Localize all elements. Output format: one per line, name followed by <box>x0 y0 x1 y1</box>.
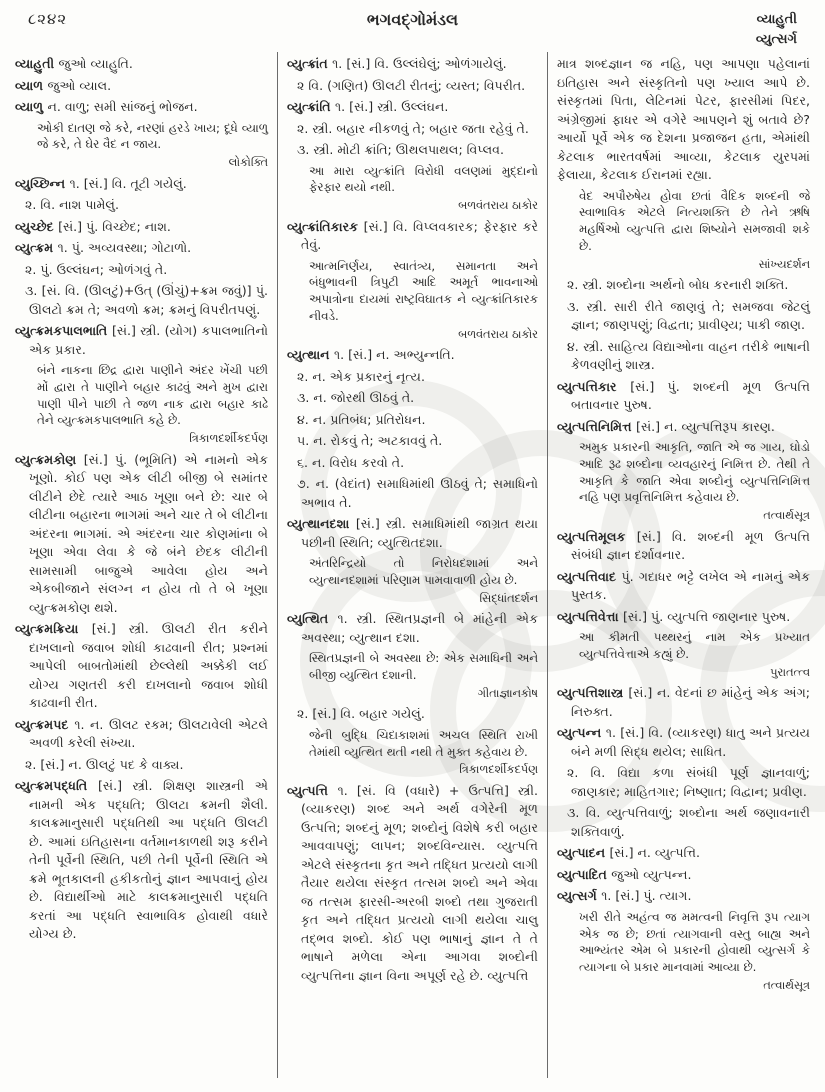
sense-line: ૫. ન. રોકવું તે; અટકાવવું તે. <box>297 433 443 449</box>
guide-words <box>677 10 797 49</box>
sense-line: ૨. સ્ત્રી. શબ્દોના અર્થનો બોધ કરનારી શક્તિ. <box>567 277 789 293</box>
sense-line: ૩. સ્ત્રી. સારી રીતે જાણવું તે; સમજવા જેટલું જ્ઞાન; જાણપણું; વિદ્વતા; પ્રાવીણ્ય; પાકી જાણ. <box>567 298 810 333</box>
sense-line: ૨. વિ. નાશ પામેલું. <box>25 197 119 213</box>
column-3 <box>548 52 819 1078</box>
dictionary-entry: વ્યુત્સર્ગ ૧. [સં.] પું. ત્યાગ. <box>557 888 692 904</box>
dictionary-entry: વ્યુત્ક્રાંતિકારક [સં.] વિ. વિપ્લવકારક; ફેરફાર કરે તેવું. <box>287 218 538 253</box>
quotation: વેદ અપૌરુષેય હોવા છતાં વૈદિક શબ્દની જે સ્વાભાવિક એટલે નિત્યશક્તિ છે તેને ઋષિ મહર્ષિઓ વ્યુત્પત્તિ દ્વારા શિષ્યોને સમજાવી શકે છે. <box>579 188 810 253</box>
sense-line: ૪. ન. પ્રતિબંધ; પ્રતિરોધન. <box>297 411 426 427</box>
page-title: ભગવદ્ગોમંડલ <box>366 10 459 29</box>
citation: ત્રિકાળદર્શીકદર્પણ <box>459 763 538 777</box>
quotation: બંને નાકના છિદ્ર દ્વારા પાણીને અંદર ખેંચી પછી મોં દ્વારા તે પાણીને બહાર કાઢવું અને મુખ દ્વારા પાણી પીને પાછી તે જળ નાક દ્વારા બહાર કાઢે તેને વ્યુત્ક્રમકપાલભાતિ કહે છે. <box>37 363 268 428</box>
headword: વ્યાળ <box>15 77 48 93</box>
sense-line: ૨. વિ. વિદ્યા કળા સંબંધી પૂર્ણ જ્ઞાનવાળું; જાણકાર; માહિતગાર; નિષ્ણાત; વિદ્વાન; પ્રવીણ. <box>567 765 810 799</box>
dictionary-entry: વ્યુત્પન્ન ૧. [સં.] વિ. (વ્યાકરણ) ધાતુ અને પ્રત્યય બંને મળી સિદ્ધ થયેલ; સાધિત. <box>557 725 810 759</box>
continuation-paragraph: માત્ર શબ્દજ્ઞાન જ નહિ, પણ આપણા પહેલાનાં ઇતિહાસ અને સંસ્કૃતિનો પણ ખ્યાલ આપે છે. સંસ્કૃતમાં પિતા, લેટિનમાં પેટર, ફારસીમાં પિદર, અંગ્રેજીમાં ફાધર એ વગેરે આપણને શું બતાવે છે? આર્યો પૂર્વે એક જ દેશના પ્રજાજન હતા, એમાંથી કેટલાક ભારતવર્ષમાં આવ્યા, કેટલાક યુરપમાં ફેલાયા, કેટલાક ઈરાનમાં રહ્યા. <box>557 56 810 182</box>
quotation: આત્મનિર્ણય, સ્વાતંત્ર્ય, સમાનતા અને બંધુભાવની ત્રિપુટી આદિ અમૂર્ત ભાવનાઓ અપાત્રોના દાયમાં રાષ્ટ્રવિઘાતક ને વ્યુત્ક્રાંતિકારક નીવડે. <box>309 258 538 323</box>
dictionary-entry: વ્યુત્ક્રમપદ ૧. ન. ઊલટ રકમ; ઊલટાવેલી એટલે અવળી કરેલી સંખ્યા. <box>15 716 268 751</box>
headword: વ્યુત્પત્તિશાસ્ત્ર <box>557 685 629 701</box>
dictionary-entry: વ્યુત્પત્તિ ૧. [સં. વિ (વધારે) + ઉત્પત્તિ] સ્ત્રી. (વ્યાકરણ) શબ્દ અને અર્થ વગેરેની મૂળ ઉત્પત્તિ; શબ્દનું મૂળ; શબ્દોનું વિશેષે કરી બહાર આવવાપણું; લાપન; શબ્દવિન્યાસ. વ્યુત્પત્તિ એટલે સંસ્કૃતના કૃત અને તદ્ધિત પ્રત્યયો લાગી તૈયાર થયેલા સંસ્કૃત તત્સમ શબ્દો અને એવા જ તત્સમ ફારસી-અરબી શબ્દો તથા ગુજરાતી કૃત અને તદ્ધિત પ્રત્યયો લાગી થયેલા ચાલુ તદ્ભવ શબ્દો. કોઈ પણ ભાષાનું જ્ઞાન તે તે ભાષાને મળેલા એના આગવા શબ્દોની વ્યુત્પત્તિના જ્ઞાન વિના અપૂર્ણ રહે છે. વ્યુત્પત્તિ <box>287 782 538 983</box>
headword: વ્યુત્ક્રમ <box>15 240 58 256</box>
headword: વ્યુત્ક્રાંતિ <box>287 99 335 114</box>
citation: લોકોક્તિ <box>228 156 268 169</box>
sense-line: ૨ વિ. (ગણિત) ઊલટી રીતનું; વ્યસ્ત; વિપરીત. <box>297 77 526 93</box>
page-number: ૮૨૪૨ <box>28 10 68 28</box>
headword: વ્યુત્ક્રમક્રિયા <box>15 621 92 637</box>
sense-line: ૨. [સં.] ન. ઊલટું પદ કે વાક્ય. <box>25 756 184 772</box>
column-1 <box>6 52 277 1078</box>
headword: વ્યુત્પત્તિવાદ <box>557 568 622 584</box>
dictionary-entry: વ્યુત્પત્તિશાસ્ત્ર [સં.] ન. વેદનાં છ માંહેનું એક અંગ; નિરુક્ત. <box>557 685 811 719</box>
sense-line: ૨. સ્ત્રી. બહાર નીકળવું તે; બહાર જતા રહેવું તે. <box>297 120 529 136</box>
sense-line: ૩. [સં. વિ. (ઊલટું)+ઉત્ (ઊંચું)+ક્રમ જવું)] પું. ઊલટો ક્રમ તે; અવળો ક્રમ; ક્રમનું વિપરીતપણું. <box>25 283 268 317</box>
dictionary-entry: વ્યુત્પત્તિમૂલક [સં.] વિ. શબ્દની મૂળ ઉત્પત્તિ સંબંધી જ્ઞાન દર્શાવનાર. <box>557 528 810 563</box>
sense-line: ૪. સ્ત્રી. સાહિત્ય વિદ્યાઓના વાહન તરીકે ભાષાની કેળવણીનું શાસ્ત્ર. <box>567 338 810 373</box>
headword: વ્યુત્ક્રમકોણ <box>15 451 84 467</box>
sense-line: ૭. ન. (વેદાંત) સમાધિમાંથી ઊઠવું તે; સમાધિનો અભાવ તે. <box>297 476 538 510</box>
headword: વ્યુત્ક્રાંતિકારક <box>287 218 364 234</box>
dictionary-entry: વ્યાહુતી જુઓ વ્યાહુતિ. <box>15 56 133 71</box>
citation: સિદ્ધાંતદર્શન <box>479 591 538 605</box>
headword: વ્યુત્પત્તિ <box>287 782 338 798</box>
headword: વ્યુચ્છેદ <box>15 218 59 234</box>
quotation: આ કીમતી પથ્થરનું નામ એક પ્રખ્યાત વ્યુત્પત્તિવેત્તાએ કહ્યું છે. <box>579 630 810 661</box>
dictionary-entry: વ્યુત્ક્રમકપાલભાતિ [સં.] સ્ત્રી. (યોગ) કપાલભાતિનો એક પ્રકાર. <box>15 323 269 357</box>
headword: વ્યુત્ક્રમપદ <box>15 716 75 732</box>
sense-line: ૩. ન. જોરથી ઊઠવું તે. <box>297 390 415 406</box>
dictionary-entry: વ્યુત્ક્રમ ૧. પું. અવ્યવસ્થા; ગોટાળો. <box>15 240 192 256</box>
dictionary-entry: વ્યુત્થાનદશા [સં.] સ્ત્રી. સમાધિમાંથી જાગ્રત થયા પછીની સ્થિતિ; વ્યુત્થિતદશા. <box>287 516 539 550</box>
dictionary-entry: વ્યુત્ક્રાંત ૧. [સં.] વિ. ઉલ્લંઘેલું; ઓળંગાયેલું. <box>287 56 507 71</box>
headword: વ્યુત્થિત <box>287 611 338 627</box>
quotation: ઓકી દાતણ જે કરે, નરણાં હરડે ખાય; દૂધે વ્યાળુ જે કરે, તે ઘેર વૈદ ન જાય. <box>37 120 268 152</box>
dictionary-entry: વ્યુત્ક્રમકોણ [સં.] પું. (ભૂમિતિ) એ નામનો એક ખૂણો. કોઈ પણ એક લીટી બીજી બે સમાંતર લીટીને છેદે ત્યારે આઠ ખૂણા બને છે: ચાર બે લીટીના બહારના ભાગમાં અને ચાર તે બે લીટીના અંદરના ભાગમાં. એ અંદરના ચાર કોણમાંના બે ખૂણા એવા લેવા કે જે બંને છેદક લીટીની સામસામી બાજુએ આવેલા હોય અને એકબીજાને સંલગ્ન ન હોય તો તે બે ખૂણા વ્યુત્ક્રમકોણ થશે. <box>15 451 268 615</box>
dictionary-entry: વ્યુત્થિત ૧. સ્ત્રી. સ્થિતપ્રજ્ઞની બે માંહેની એક અવસ્થા; વ્યુત્થાન દશા. <box>287 611 538 645</box>
dictionary-entry: વ્યાળુ ન. વાળુ; સમી સાંજનું ભોજન. <box>15 99 198 114</box>
sense-line: ૨. ન. એક પ્રકારનું નૃત્ય. <box>297 368 425 384</box>
headword: વ્યુત્પત્તિવેત્તા <box>557 608 623 624</box>
guide-word-last: વ્યુત્સર્ગ <box>755 31 797 47</box>
dictionary-entry: વ્યુત્પત્તિનિમિત્ત [સં.] ન. વ્યુત્પત્તિરૂપ કારણ. <box>557 418 775 434</box>
quotation: જેની બુદ્ધિ ચિદાકાશમાં અચલ સ્થિતિ રાખી તેમાંથી વ્યુત્થિત થતી નથી તે મુક્ત કહેવાય છે. <box>309 727 538 759</box>
dictionary-entry: વ્યુત્પત્તિવાદ પું. ગદાધર ભટ્ટે લખેલ એ નામનું એક પુસ્તક. <box>557 568 810 603</box>
guide-word-first: વ્યાહુતી <box>756 12 797 27</box>
citation: બળવંતરાય ઠાકોર <box>458 199 538 212</box>
headword: વ્યુત્પન્ન <box>557 725 606 741</box>
headword: વ્યાળુ <box>15 99 48 114</box>
dictionary-entry: વ્યુત્પત્તિકાર [સં.] પું. શબ્દની મૂળ ઉત્પત્તિ બતાવનાર પુરુષ. <box>557 378 811 413</box>
citation: તત્વાર્થસૂત્ર <box>763 509 810 523</box>
headword: વ્યુત્પત્તિનિમિત્ત <box>557 418 637 434</box>
citation: બળવંતરાય ઠાકોર <box>458 327 538 341</box>
column-2 <box>277 52 548 1078</box>
headword: વ્યુત્થાન <box>287 347 334 363</box>
headword: વ્યુત્પાદન <box>557 845 610 861</box>
headword: વ્યુત્પત્તિમૂલક <box>557 528 637 544</box>
dictionary-entry: વ્યુત્ક્રમપદ્ધતિ [સં.] સ્ત્રી. શિક્ષણ શાસ્ત્રની એ નામની એક પદ્ધતિ; ઊલટા ક્રમની શૈલી. કાલક્રમાનુસારી પદ્ધતિથી આ પદ્ધતિ ઊલટી છે. આમાં ઇતિહાસના વર્તમાનકાળથી શરૂ કરીને તેની પૂર્વેની સ્થિતિ, પછી તેની પૂર્વેની સ્થિતિ એ ક્રમે ભૂતકાલની હકીકતોનું જ્ઞાન આપવાનું હોય છે. વિદ્યાર્થીઓ માટે કાલક્રમાનુસારી પદ્ધતિ કરતાં આ પદ્ધતિ સ્વાભાવિક હોવાથી વધારે યોગ્ય છે. <box>15 778 268 942</box>
quotation: અંતરિન્દ્રિયો તો નિરોધદશામાં અને વ્યુત્થાનદશામાં પરિણામ પામવાવાળી હોય છે. <box>309 556 538 587</box>
text-columns <box>0 48 825 1078</box>
sense-line: ૨. [સં.] વિ. બહાર ગયેલું. <box>297 706 425 722</box>
quotation: અમુક પ્રકારની આકૃતિ, જાતિ એ જ ગાય, ઘોડો આદિ રૂઢ શબ્દોના વ્યવહારનું નિમિત્ત છે. તેથી તે આકૃતિ કે જાતિ એવા શબ્દોનું વ્યુત્પત્તિનિમિત્ત નહિ પણ પ્રવૃત્તિનિમિત્ત કહેવાય છે. <box>579 440 810 505</box>
headword: વ્યુચ્છિન્ન <box>15 175 70 191</box>
dictionary-entry: વ્યુત્પત્તિવેત્તા [સં.] પું. વ્યુત્પત્તિ જાણનાર પુરુષ. <box>557 608 791 624</box>
sense-line: ૩. સ્ત્રી. મોટી ક્રાંતિ; ઊથલપાથલ; વિપ્લવ. <box>297 142 505 157</box>
sense-line: ૨. પું. ઉલ્લંઘન; ઓળંગવું તે. <box>25 261 168 277</box>
dictionary-entry: વ્યુત્ક્રાંતિ ૧. [સં.] સ્ત્રી. ઉલ્લંઘન. <box>287 99 449 114</box>
dictionary-entry: વ્યુત્ક્રમક્રિયા [સં.] સ્ત્રી. ઊલટી રીત કરીને દાખલાનો જવાબ શોધી કાઢવાની રીત; પ્રશ્નમાં આપેલી બાબતોમાંથી છેલ્લેથી અક્કેકી લઈ યોગ્ય ગણતરી કરી દાખલાનો જવાબ શોધી કાઢવાની રીત. <box>15 621 268 711</box>
headword: વ્યુત્ક્રમપદ્ધતિ <box>15 778 98 794</box>
page-header <box>0 0 825 48</box>
headword: વ્યુત્પત્તિકાર <box>557 378 631 394</box>
headword: વ્યાહુતી <box>15 56 59 71</box>
citation: તત્વાર્થસૂત્ર <box>763 978 810 992</box>
headword: વ્યુત્થાનદશા <box>287 516 356 532</box>
citation: સાંખ્યદર્શન <box>758 257 810 271</box>
headword: વ્યુત્ક્રાંત <box>287 56 333 71</box>
dictionary-entry: વ્યુત્પાદિત જુઓ વ્યુત્પન્ન. <box>557 866 692 882</box>
quotation: સ્થિતપ્રજ્ઞની બે અવસ્થા છે: એક સમાધિની અને બીજી વ્યુત્થિત દશાની. <box>309 651 538 683</box>
sense-line: ૩. વિ. વ્યુત્પત્તિવાળું; શબ્દોના અર્થ જણાવનારી શક્તિવાળું. <box>567 805 810 839</box>
quotation: ખરી રીતે અહંત્વ જ મમત્વની નિવૃત્તિ રૂપ ત્યાગ એક જ છે; છતાં ત્યાગવાની વસ્તુ બાહ્ય અને આભ્યંતર એમ બે પ્રકારની હોવાથી વ્યુત્સર્ગ કે ત્યાગના બે પ્રકાર માનવામાં આવ્યા છે. <box>579 909 810 975</box>
dictionary-entry: વ્યુચ્છેદ [સં.] પું. વિચ્છેદ; નાશ. <box>15 218 171 234</box>
citation: ત્રિકાળદર્શીકદર્પણ <box>189 432 268 446</box>
headword: વ્યુત્સર્ગ <box>557 888 602 904</box>
dictionary-entry: વ્યુત્થાન ૧. [સં.] ન. અભ્યુન્નતિ. <box>287 347 455 363</box>
dictionary-entry: વ્યુચ્છિન્ન ૧. [સં.] વિ. તૂટી ગયેલું. <box>15 175 187 191</box>
headword: વ્યુત્પાદિત <box>557 866 612 882</box>
dictionary-entry: વ્યાળ જુઓ વ્યાલ. <box>15 77 112 93</box>
dictionary-entry: વ્યુત્પાદન [સં.] ન. વ્યુત્પત્તિ. <box>557 845 700 861</box>
quotation: આ મારા વ્યુત્ક્રાંતિ વિરોધી વલણમાં મુદ્દાનો ફેરફાર થયો નથી. <box>309 163 538 195</box>
sense-line: ૬. ન. વિરોધ કરવો તે. <box>297 454 405 470</box>
citation: પુરાતત્ત્વ <box>770 665 810 679</box>
headword: વ્યુત્ક્રમકપાલભાતિ <box>15 323 112 339</box>
citation: ગીતાજ્ઞાનકોષ <box>477 686 538 700</box>
